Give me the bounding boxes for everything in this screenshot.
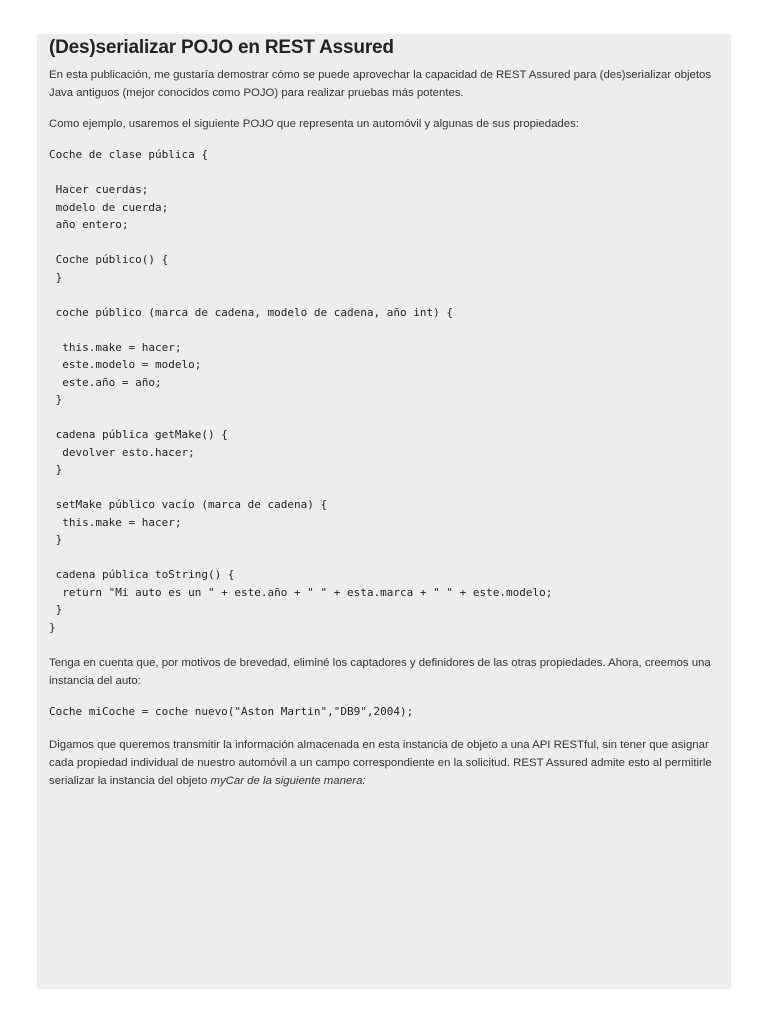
example-intro-paragraph: Como ejemplo, usaremos el siguiente POJO que representa un automóvil y algunas de sus propiedades: — [49, 118, 579, 130]
code-line: devolver esto.hacer; — [49, 445, 195, 459]
page-title: (Des)serializar POJO en REST Assured — [49, 37, 394, 58]
code-line: cadena pública toString() { — [49, 568, 235, 581]
code-line: } — [49, 533, 63, 546]
code-line: this.make = hacer; — [49, 515, 182, 529]
final-paragraph-text: Digamos que queremos transmitir la información almacenada en esta instancia de objeto a una API RESTful, sin tener que asignar cada propiedad individual de nuestro automóvil a un campo correspondiente en la solicitud. REST Assured admite esto al permitirle serializar la instancia del objeto — [49, 738, 712, 787]
code-line: this.make = hacer; — [49, 340, 182, 354]
code-line: } — [49, 603, 63, 616]
note-paragraph: Tenga en cuenta que, por motivos de brevedad, eliminé los captadores y definidores de las otras propiedades. Ahora, creemos una instancia del auto: — [49, 657, 711, 687]
code-line: } — [49, 463, 63, 476]
code-line: return "Mi auto es un " + este.año + " " + esta.marca + " " + este.modelo; — [49, 585, 553, 599]
code-line: este.año = año; — [49, 375, 162, 389]
code-line: coche público (marca de cadena, modelo de cadena, año int) { — [49, 305, 453, 319]
code-line: Coche de clase pública { — [49, 148, 208, 161]
code-line: } — [49, 620, 56, 634]
code-line: setMake público vacío (marca de cadena) { — [49, 498, 328, 511]
code-block-class — [49, 146, 719, 636]
final-paragraph — [49, 736, 719, 790]
document-page — [37, 34, 731, 989]
intro-paragraph: En esta publicación, me gustaría demostrar cómo se puede aprovechar la capacidad de REST Assured para (des)serializar objetos Java antiguos (mejor conocidos como POJO) para realizar pruebas más potentes. — [49, 69, 712, 99]
code-block-instance: Coche miCoche = coche nuevo("Aston Martin","DB9",2004); — [49, 705, 414, 718]
final-paragraph-italic: myCar de la siguiente manera: — [210, 774, 366, 787]
code-line: cadena pública getMake() { — [49, 428, 228, 441]
code-line: este.modelo = modelo; — [49, 358, 202, 371]
code-line: } — [49, 393, 63, 406]
code-line: } — [49, 270, 63, 284]
code-line: modelo de cuerda; — [49, 200, 169, 214]
code-line: Hacer cuerdas; — [49, 183, 149, 196]
code-line: Coche público() { — [49, 253, 169, 266]
code-line: año entero; — [49, 218, 129, 231]
